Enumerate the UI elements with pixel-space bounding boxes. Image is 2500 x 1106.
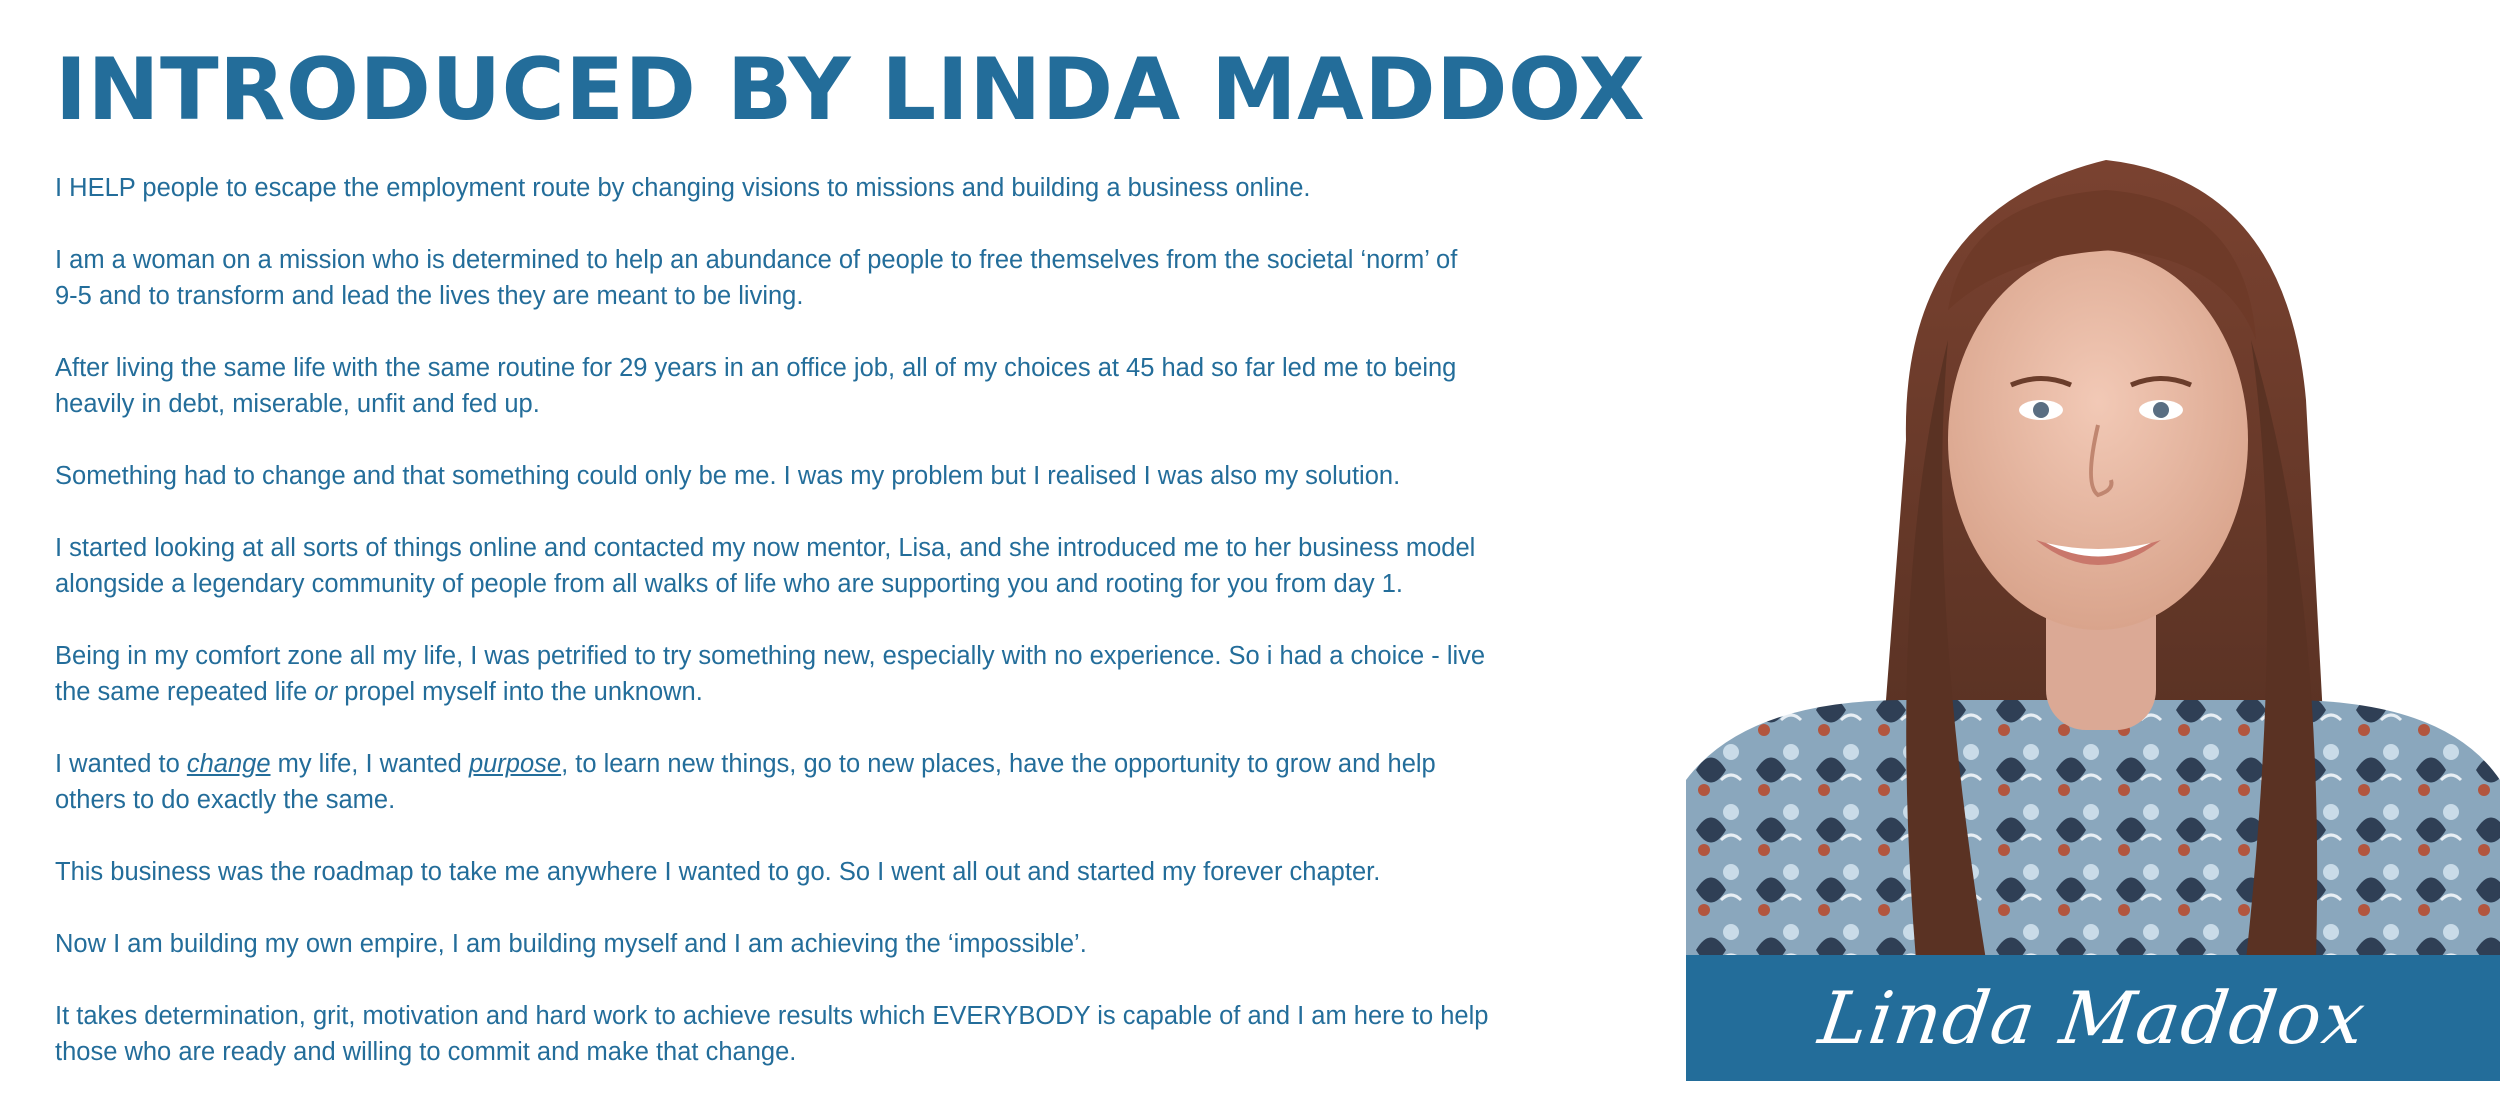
emphasis-purpose: purpose xyxy=(468,750,562,778)
bio-text-line: heavily in debt, miserable, unfit and fed up. xyxy=(55,390,540,418)
bio-paragraph-5 xyxy=(55,530,1615,602)
emphasis-change: change xyxy=(186,750,271,778)
bio-paragraph-9 xyxy=(55,926,1615,962)
bio-paragraph-10 xyxy=(55,998,1615,1070)
bio-text-line: I HELP people to escape the employment route by changing visions to missions and building a business online. xyxy=(55,174,1311,202)
bio-text-line: After living the same life with the same routine for 29 years in an office job, all of my choices at 45 had so far led me to being xyxy=(55,354,1457,382)
bio-text-line: I started looking at all sorts of things online and contacted my now mentor, Lisa, and she introduced me to her business model xyxy=(55,534,1476,562)
bio-paragraph-2 xyxy=(55,242,1615,314)
bio-paragraph-6 xyxy=(55,638,1615,710)
portrait-photo xyxy=(1686,140,2500,1081)
bio-text-line: others to do exactly the same. xyxy=(55,786,396,814)
bio-text-line: alongside a legendary community of people from all walks of life who are supporting you and rooting for you from day 1. xyxy=(55,570,1403,598)
bio-text-segment: I wanted to xyxy=(55,750,187,778)
bio-paragraph-8 xyxy=(55,854,1615,890)
bio-text-line: 9-5 and to transform and lead the lives they are meant to be living. xyxy=(55,282,804,310)
emphasis-or: or xyxy=(314,678,338,706)
bio-text-line: It takes determination, grit, motivation and hard work to achieve results which EVERYBODY is capable of and I am here to help xyxy=(55,1002,1489,1030)
signature-text: Linda Maddox xyxy=(1814,976,2372,1060)
bio-text-line: those who are ready and willing to commit and make that change. xyxy=(55,1038,797,1066)
bio-text-line: Being in my comfort zone all my life, I was petrified to try something new, especially with no experience. So i had a choice - live xyxy=(55,642,1486,670)
signature-banner xyxy=(1686,955,2500,1081)
bio-text-segment: propel myself into the unknown. xyxy=(337,678,703,706)
bio-text-segment: my life, I wanted xyxy=(270,750,469,778)
bio-paragraph-7 xyxy=(55,746,1615,818)
blouse xyxy=(1686,700,2500,960)
portrait-illustration xyxy=(1686,140,2500,1081)
bio-text-line: Now I am building my own empire, I am building myself and I am achieving the ‘impossible’. xyxy=(55,930,1087,958)
bio-text xyxy=(55,170,1615,1106)
bio-text-line: I am a woman on a mission who is determined to help an abundance of people to free themselves from the societal ‘norm’ of xyxy=(55,246,1458,274)
bio-text-line: Something had to change and that something could only be me. I was my problem but I realised I was also my solution. xyxy=(55,462,1401,490)
bio-text-segment: , to learn new things, go to new places, have the opportunity to grow and help xyxy=(561,750,1436,778)
bio-text-segment: the same repeated life xyxy=(55,678,315,706)
bio-paragraph-3 xyxy=(55,350,1615,422)
bio-paragraph-4 xyxy=(55,458,1615,494)
face xyxy=(1948,250,2248,630)
page-title: INTRODUCED BY LINDA MADDOX xyxy=(55,40,1646,140)
bio-text-line: This business was the roadmap to take me anywhere I wanted to go. So I went all out and started my forever chapter. xyxy=(55,858,1381,886)
bio-paragraph-1 xyxy=(55,170,1615,206)
